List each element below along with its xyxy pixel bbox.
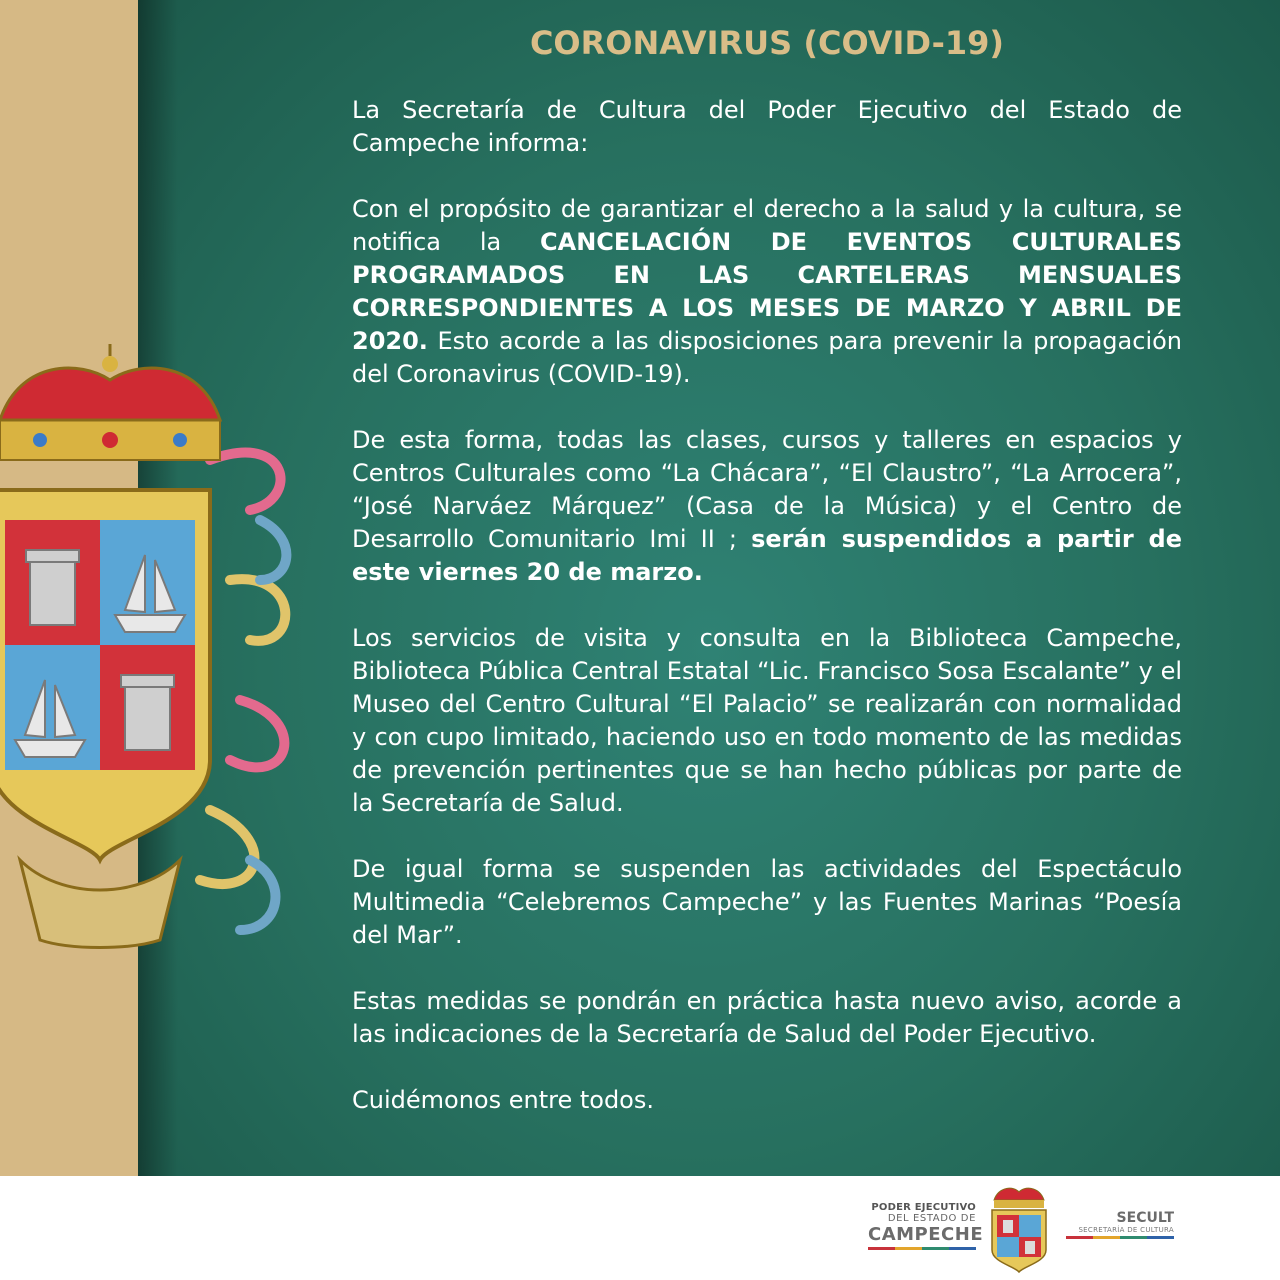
crown-icon — [0, 344, 220, 460]
paragraph-bold-text: CANCELACIÓN DE EVENTOS CULTURALES PROGRAMADOS EN LAS CARTELERAS MENSUALES CORRESPONDIENTES A LOS MESES DE MARZO Y ABRIL DE 2020. — [352, 228, 1183, 355]
page-title: CORONAVIRUS (COVID-19) — [529, 24, 1005, 62]
paragraph-multimedia: De igual forma se suspenden las actividades del Espectáculo Multimedia “Celebremos Campeche” y las Fuentes Marinas “Poesía del Mar”. — [352, 855, 1182, 949]
secult-subtitle: SECRETARÍA DE CULTURA — [1078, 1226, 1174, 1234]
small-coat-of-arms-icon — [984, 1180, 1054, 1276]
bottom-ornament — [20, 860, 180, 948]
paragraph-text: De esta forma, todas las clases, cursos y talleres en espacios y Centros Culturales como “La Chácara”, “El Claustro”, “La Arrocera”, “José Narváez Márquez” (Casa de la Música) y el Centro de Desarrollo Comunitario Imi II ; — [352, 426, 1182, 553]
secult-logo — [1066, 1210, 1174, 1239]
paragraph-services: Los servicios de visita y consulta en la Biblioteca Campeche, Biblioteca Pública Central Estatal “Lic. Francisco Sosa Escalante” y el Museo del Centro Cultural “El Palacio” se realizarán con normalidad y con cupo limitado, haciendo uso en todo momento de las medidas de prevención pertinentes que se han hecho públicas por parte de la Secretaría de Salud. — [352, 624, 1182, 817]
notice-body — [352, 94, 1182, 1150]
paragraph-text: Esto acorde a las disposiciones para prevenir la propagación del Coronavirus (COVID-19). — [352, 327, 1182, 388]
ornament-scrolls — [200, 453, 286, 930]
gov-logo-line1: PODER EJECUTIVO — [871, 1202, 976, 1213]
secult-name: SECULT — [1116, 1210, 1174, 1226]
gov-campeche-logo — [868, 1202, 984, 1250]
paragraph-suspensions — [352, 424, 1182, 589]
paragraph-intro: La Secretaría de Cultura del Poder Ejecutivo del Estado de Campeche informa: — [352, 96, 1182, 157]
gov-logo-line2: DEL ESTADO DE — [887, 1213, 976, 1224]
gov-logo-line3: CAMPECHE — [868, 1224, 984, 1245]
color-stripe — [1066, 1236, 1174, 1239]
paragraph-closing: Cuidémonos entre todos. — [352, 1086, 654, 1114]
paragraph-bold-text: serán suspendidos a partir de este viernes 20 de marzo. — [352, 525, 1183, 586]
color-stripe — [868, 1247, 976, 1250]
paragraph-text: Con el propósito de garantizar el derecho a la salud y la cultura, se notifica la — [352, 195, 1182, 256]
paragraph-measures: Estas medidas se pondrán en práctica hasta nuevo aviso, acorde a las indicaciones de la Secretaría de Salud del Poder Ejecutivo. — [352, 987, 1182, 1048]
coat-of-arms-icon — [0, 340, 320, 960]
paragraph-cancellation — [352, 193, 1182, 391]
